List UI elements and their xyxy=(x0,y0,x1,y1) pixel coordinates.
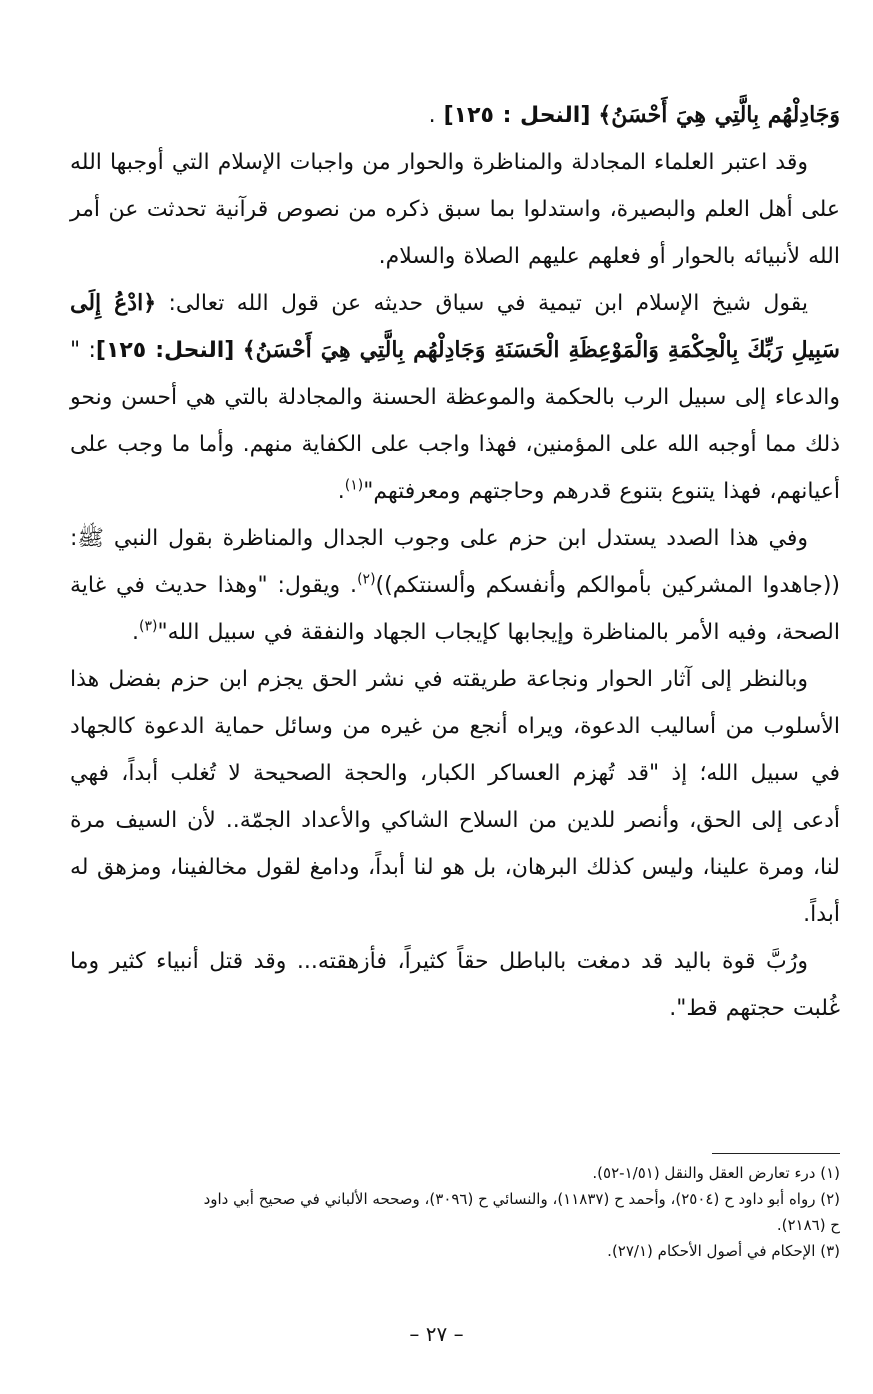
footnote-marker: (١) xyxy=(344,477,364,494)
quran-verse: وَجَادِلْهُم بِالَّتِي هِيَ أَحْسَنُ﴾ xyxy=(598,102,840,128)
page-number: – ٢٧ – xyxy=(409,1322,464,1346)
footnote-2: (٢) رواه أبو داود ح (٢٥٠٤)، وأحمد ح (١١٨٣٧)، والنسائي ح (٣٠٩٦)، وصححه الألباني في صحيح أبي داود xyxy=(203,1190,840,1208)
paragraph-scholars: وقد اعتبر العلماء المجادلة والمناظرة والحوار من واجبات الإسلام التي أوجبها الله على أهل العلم والبصيرة، واستدلوا بما سبق ذكره من نصوص قرآنية تحدثت عن أمر الله لأنبيائه بالحوار أو فعلهم عليهم الصلاة والسلام. xyxy=(70,150,840,269)
paragraph-power: ورُبَّ قوة باليد قد دمغت بالباطل حقاً كثيراً، فأزهقته... وقد قتل أنبياء كثير وما غُلبت حجتهم قط". xyxy=(70,949,840,1021)
hadith-text: وفي هذا الصدد يستدل ابن حزم على وجوب الجدال والمناظرة بقول النبي ﷺ: ((جاهدوا المشركين بأموالكم وأنفسكم وألسنتكم)) xyxy=(70,526,840,598)
footnote-marker: (٣) xyxy=(139,618,158,635)
footnote-1: (١) درء تعارض العقل والنقل (١/٥١-٥٢). xyxy=(592,1164,840,1182)
paragraph-verse-end xyxy=(70,92,840,139)
footnote-divider xyxy=(712,1153,840,1154)
footnote-2-continued: ح (٢١٨٦). xyxy=(776,1216,840,1234)
footnote-marker: (٢) xyxy=(357,571,376,588)
paragraph-dialogue-effects: وبالنظر إلى آثار الحوار ونجاعة طريقته في نشر الحق يجزم ابن حزم بفضل هذا الأسلوب من أساليب الدعوة، ويراه أنجع من غيره من وسائل حماية الدعوة كالجهاد في سبيل الله؛ إذ "قد تُهزم العساكر الكبار، والحجة الصحيحة لا تُغلب أبداً، فهي أدعى إلى الحق، وأنصر للدين من السلاح الشاكي والأعداد الجمّة.. لأن السيف مرة لنا، ومرة علينا، وليس كذلك البرهان، بل هو لنا أبداً، ودامغ لقول مخالفينا، ومزهق له أبداً. xyxy=(70,667,840,927)
page-body xyxy=(70,92,840,1032)
verse-reference: [النحل: ١٢٥] xyxy=(95,338,235,363)
quran-verse: ﴿ادْعُ إِلَى سَبِيلِ رَبِّكَ بِالْحِكْمَةِ وَالْمَوْعِظَةِ الْحَسَنَةِ وَجَادِلْهُم بِالَّتِي هِيَ أَحْسَنُ﴾ xyxy=(70,290,840,363)
paragraph-ibn-hazm xyxy=(70,515,840,656)
paragraph-ibn-taymiyya xyxy=(70,280,840,515)
sentence-end: . xyxy=(337,479,345,504)
quote-intro: يقول شيخ الإسلام ابن تيمية في سياق حديثه عن قول الله تعالى: xyxy=(168,291,808,316)
sentence-end: . xyxy=(428,103,436,128)
footnotes xyxy=(70,1160,840,1264)
footnote-3: (٣) الإحكام في أصول الأحكام (٢٧/١). xyxy=(607,1242,840,1260)
verse-reference: [النحل : ١٢٥] xyxy=(443,103,591,128)
quote-text: : " والدعاء إلى سبيل الرب بالحكمة والموعظة الحسنة والمجادلة بالتي هي أحسن ونحو ذلك مما أوجبه الله على المؤمنين، فهذا واجب على الكفاية منهم. وأما ما وجب على أعيانهم، فهذا يتنوع بتنوع قدرهم وحاجتهم ومعرفتهم" xyxy=(70,338,840,504)
quote-text: . ويقول: "وهذا حديث في غاية الصحة، وفيه الأمر بالمناظرة وإيجابها كإيجاب الجهاد والنفقة في سبيل الله" xyxy=(70,573,840,645)
sentence-end: . xyxy=(132,620,140,645)
